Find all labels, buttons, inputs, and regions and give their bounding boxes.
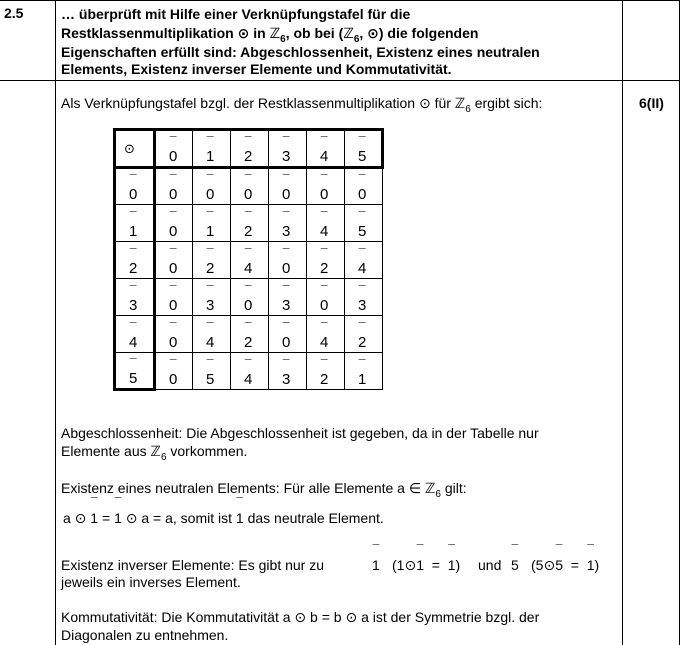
intro-text: Als Verknüpfungstafel bzgl. der Restklassenmultiplikation ⊙ für bbox=[61, 95, 455, 111]
table-row bbox=[115, 168, 383, 205]
residue-class: ¯ 0 bbox=[169, 223, 177, 240]
left-column-divider bbox=[55, 0, 56, 645]
residue-class: ¯ 0 bbox=[169, 371, 177, 388]
residue-class: ¯ 4 bbox=[206, 334, 214, 351]
table-row bbox=[115, 316, 383, 353]
table-cell bbox=[193, 316, 231, 353]
table-cell bbox=[345, 168, 383, 205]
residue-class: ¯ 3 bbox=[206, 297, 214, 314]
residue-class: ¯ 0 bbox=[169, 260, 177, 277]
table-header-cell bbox=[269, 130, 307, 168]
table-row-label bbox=[115, 242, 155, 279]
table-cell bbox=[345, 242, 383, 279]
row-separator bbox=[0, 80, 680, 81]
task-text-part: , ⊙) die folgenden bbox=[359, 25, 479, 41]
residue-class: ¯ 3 bbox=[129, 297, 137, 314]
closure-line-1: Abgeschlossenheit: Die Abgeschlossenheit ist gegeben, da in der Tabelle nur bbox=[61, 425, 539, 441]
neutral-text: gilt: bbox=[440, 480, 467, 496]
inverse-example-1 bbox=[392, 556, 460, 575]
table-row bbox=[115, 279, 383, 316]
table-cell bbox=[155, 168, 193, 205]
inverse-text: (5⊙ bbox=[531, 557, 556, 573]
table-cell bbox=[307, 205, 345, 242]
residue-class: ¯ 4 bbox=[320, 148, 328, 165]
integers-symbol: ℤ bbox=[454, 96, 466, 112]
residue-class: ¯ 3 bbox=[282, 297, 290, 314]
residue-class: ¯ 5 bbox=[358, 148, 366, 165]
equation-part: a ⊙ bbox=[63, 510, 91, 526]
table-cell bbox=[269, 353, 307, 390]
subscript: 6 bbox=[160, 451, 167, 463]
table-cell bbox=[345, 205, 383, 242]
residue-class: ¯ 0 bbox=[244, 186, 252, 203]
table-row-label bbox=[115, 205, 155, 242]
residue-class: ¯ 4 bbox=[244, 260, 252, 277]
closure-text: Elemente aus bbox=[61, 443, 151, 459]
inverse-text: ) bbox=[594, 557, 600, 573]
subscript: 6 bbox=[280, 33, 286, 45]
subscript: 6 bbox=[435, 488, 441, 500]
task-text-part: Restklassenmultiplikation ⊙ in bbox=[61, 25, 270, 41]
integers-symbol: ℤ bbox=[150, 444, 161, 460]
inverse-line-2: jeweils ein inverses Element. bbox=[61, 574, 241, 590]
residue-class: ¯ 2 bbox=[244, 223, 252, 240]
task-text-line-4: Elements, Existenz inverser Elemente und Kommutativität. bbox=[61, 61, 452, 77]
table-row bbox=[115, 242, 383, 279]
residue-class: ¯ 4 bbox=[244, 371, 252, 388]
residue-class: ¯ 1 bbox=[90, 509, 98, 528]
table-cell bbox=[193, 205, 231, 242]
residue-class: ¯ 1 bbox=[236, 509, 244, 528]
table-header-cell bbox=[193, 130, 231, 168]
residue-class: ¯ 1 bbox=[358, 371, 366, 388]
table-cell bbox=[269, 242, 307, 279]
residue-class: ¯ 2 bbox=[244, 334, 252, 351]
table-cell bbox=[231, 205, 269, 242]
inverse-text: ) bbox=[455, 557, 461, 573]
table-cell bbox=[193, 279, 231, 316]
table-cell bbox=[193, 242, 231, 279]
integers-symbol: ℤ bbox=[424, 481, 436, 497]
residue-class: ¯ 2 bbox=[358, 334, 366, 351]
closure-line-2 bbox=[61, 442, 247, 467]
table-cell bbox=[345, 353, 383, 390]
table-cell bbox=[345, 316, 383, 353]
operator-symbol: ⊙ bbox=[124, 141, 135, 156]
residue-class: ¯ 2 bbox=[244, 148, 252, 165]
neutral-equation bbox=[63, 509, 384, 528]
residue-class: ¯ 1 bbox=[448, 556, 456, 575]
residue-class: ¯ 0 bbox=[206, 186, 214, 203]
task-text-line-1: … überprüft mit Hilfe einer Verknüpfungstafel für die bbox=[61, 6, 411, 22]
residue-class: ¯ 4 bbox=[129, 334, 137, 351]
inverse-text: und bbox=[478, 557, 502, 573]
equation-part: das neutrale Element. bbox=[243, 510, 384, 526]
table-cell bbox=[307, 316, 345, 353]
table-cell bbox=[231, 316, 269, 353]
residue-class: ¯ 5 bbox=[358, 223, 366, 240]
table-cell bbox=[269, 168, 307, 205]
residue-class: ¯ 0 bbox=[282, 186, 290, 203]
table-cell bbox=[155, 316, 193, 353]
residue-class: ¯ 5 bbox=[206, 371, 214, 388]
commutativity-line-1: Kommutativität: Die Kommutativität a ⊙ b = b ⊙ a ist der Symmetrie bzgl. der bbox=[61, 609, 540, 625]
residue-class: ¯ 1 bbox=[372, 556, 380, 575]
table-cell bbox=[269, 205, 307, 242]
subscript: 6 bbox=[465, 103, 471, 115]
table-cell bbox=[155, 353, 193, 390]
residue-class: ¯ 3 bbox=[282, 148, 290, 165]
top-border bbox=[0, 0, 680, 1]
closure-text: vorkommen. bbox=[166, 443, 248, 459]
residue-class: ¯ 0 bbox=[320, 186, 328, 203]
table-cell bbox=[345, 279, 383, 316]
inverse-text: (1⊙ bbox=[392, 557, 417, 573]
residue-class: ¯ 0 bbox=[320, 297, 328, 314]
residue-class: ¯ 1 bbox=[114, 509, 122, 528]
table-cell bbox=[155, 205, 193, 242]
table-header-row bbox=[115, 130, 383, 168]
table-header-cell bbox=[345, 130, 383, 168]
residue-class: ¯ 2 bbox=[320, 260, 328, 277]
task-text-line-3: Eigenschaften erfüllt sind: Abgeschlossenheit, Existenz eines neutralen bbox=[61, 44, 540, 60]
table-cell bbox=[231, 242, 269, 279]
residue-class: ¯ 4 bbox=[358, 260, 366, 277]
neutral-text: Existenz eines neutralen Elements: Für alle Elemente a ∈ bbox=[61, 480, 425, 496]
residue-class: ¯ 0 bbox=[358, 186, 366, 203]
table-row-label bbox=[115, 279, 155, 316]
table-cell bbox=[193, 168, 231, 205]
table-cell bbox=[155, 279, 193, 316]
residue-class: ¯ 0 bbox=[169, 148, 177, 165]
inverse-text: Existenz inverser Elemente: Es gibt nur zu bbox=[61, 557, 325, 573]
table-cell bbox=[231, 168, 269, 205]
points-label: 6(II) bbox=[639, 95, 664, 111]
residue-class: ¯ 4 bbox=[320, 223, 328, 240]
table-row bbox=[115, 353, 383, 390]
residue-class: ¯ 5 bbox=[511, 556, 519, 575]
table-row-label bbox=[115, 316, 155, 353]
table-corner-cell bbox=[115, 130, 155, 168]
inverse-text: = bbox=[431, 557, 440, 573]
table-row-label bbox=[115, 168, 155, 205]
table-cell bbox=[231, 353, 269, 390]
table-header-cell bbox=[231, 130, 269, 168]
residue-class: ¯ 2 bbox=[129, 260, 137, 277]
subscript: 6 bbox=[353, 33, 360, 45]
residue-class: ¯ 2 bbox=[206, 260, 214, 277]
inverse-example-2 bbox=[531, 556, 599, 575]
task-number: 2.5 bbox=[4, 5, 24, 21]
residue-class: ¯ 0 bbox=[282, 260, 290, 277]
residue-class: ¯ 0 bbox=[244, 297, 252, 314]
residue-class: ¯ 1 bbox=[206, 223, 214, 240]
commutativity-line-2: Diagonalen zu entnehmen. bbox=[61, 627, 229, 643]
residue-class: ¯ 0 bbox=[129, 186, 137, 203]
residue-class: ¯ 3 bbox=[282, 371, 290, 388]
table-cell bbox=[269, 279, 307, 316]
solution-intro bbox=[61, 94, 542, 119]
residue-class: ¯ 3 bbox=[358, 297, 366, 314]
residue-class: ¯ 0 bbox=[169, 297, 177, 314]
table-header-cell bbox=[307, 130, 345, 168]
intro-text: ergibt sich: bbox=[470, 95, 543, 111]
table-row bbox=[115, 205, 383, 242]
table-cell bbox=[155, 242, 193, 279]
residue-class: ¯ 0 bbox=[282, 334, 290, 351]
residue-class: ¯ 1 bbox=[129, 223, 137, 240]
residue-class: ¯ 0 bbox=[169, 186, 177, 203]
multiplication-table bbox=[113, 128, 384, 391]
inverse-text: = bbox=[570, 557, 579, 573]
residue-class: ¯ 2 bbox=[320, 371, 328, 388]
residue-class: ¯ 1 bbox=[587, 556, 595, 575]
right-column-divider bbox=[622, 0, 623, 645]
table-header-cell bbox=[155, 130, 193, 168]
table-cell bbox=[193, 353, 231, 390]
table-cell bbox=[307, 168, 345, 205]
residue-class: ¯ 1 bbox=[206, 148, 214, 165]
equation-part: = bbox=[98, 510, 115, 526]
residue-class: ¯ 5 bbox=[129, 370, 137, 387]
equation-part: ⊙ a = a, somit ist bbox=[121, 510, 236, 526]
table-row-label bbox=[115, 353, 155, 390]
table-cell bbox=[307, 242, 345, 279]
residue-class: ¯ 1 bbox=[416, 556, 424, 575]
residue-class: ¯ 4 bbox=[320, 334, 328, 351]
residue-class: ¯ 5 bbox=[555, 556, 563, 575]
table-cell bbox=[231, 279, 269, 316]
task-text-part: , ob bei ( bbox=[285, 25, 344, 41]
residue-class: ¯ 3 bbox=[282, 223, 290, 240]
table-cell bbox=[307, 279, 345, 316]
residue-class: ¯ 0 bbox=[169, 334, 177, 351]
integers-symbol: ℤ bbox=[343, 26, 354, 42]
neutral-line-1 bbox=[61, 479, 467, 504]
table-cell bbox=[307, 353, 345, 390]
table-cell bbox=[269, 316, 307, 353]
integers-symbol: ℤ bbox=[269, 26, 281, 42]
